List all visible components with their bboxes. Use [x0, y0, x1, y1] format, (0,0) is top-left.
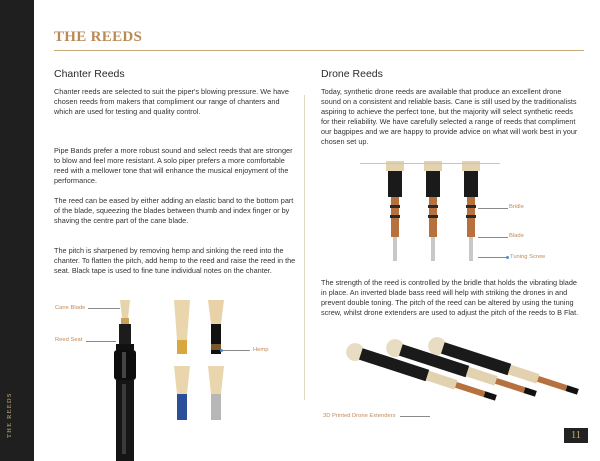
callout-bridle: Bridle: [509, 204, 524, 210]
spine-label: THE REEDS: [6, 392, 13, 438]
callout-drone-extenders: 3D Printed Drone Extenders: [323, 413, 396, 419]
drone-reeds-illustration: [378, 157, 488, 265]
title-rule: [54, 50, 584, 51]
callout-blade: Blade: [509, 233, 524, 239]
drone-paragraph-2: The strength of the reed is controlled by the bridle that holds the vibrating blade in place. An inverted blade bass reed will help with striking the drones in and prevent double toning. The pitch of the reed can be altered by using the tuning screw, whilst drone extenders are used to adjust the pitch of the reeds to B Flat.: [321, 278, 579, 317]
callout-reed-seat: Reed Seat: [55, 337, 83, 343]
chanter-paragraph-3: The reed can be eased by either adding an elastic band to the bottom part of the blade, squeezing the blades between thumb and index finger or by shaving the centre part of the cane blade.: [54, 196, 294, 225]
callout-line-tuning-screw: [478, 257, 506, 258]
chanter-paragraph-2: Pipe Bands prefer a more robust sound and select reeds that are stronger to blow and feel more resistant. A solo piper prefers a more comfortable reed with a mellower tone that will enhance the musical enjoyment of the performance.: [54, 146, 293, 185]
callout-line-hemp: [222, 350, 250, 351]
page-spine: [0, 0, 34, 461]
callout-line-blade: [478, 237, 508, 238]
callout-tuning-screw: Tuning Screw: [510, 254, 546, 260]
callout-line-reed-seat: [86, 341, 116, 342]
drone-shelf-line: [360, 163, 500, 164]
chanter-paragraph-1: Chanter reeds are selected to suit the piper's blowing pressure. We have chosen reeds from makers that compliment our range of chanters and which are used for testing and quality control.: [54, 87, 289, 116]
callout-line-bridle: [478, 208, 508, 209]
drone-heading: Drone Reeds: [321, 68, 383, 80]
chanter-reed-illustration: [90, 300, 160, 461]
callout-line-cane-blade: [88, 308, 120, 309]
chanter-heading: Chanter Reeds: [54, 68, 125, 80]
marker-dot-hemp: [220, 349, 223, 352]
callout-line-drone-extenders: [400, 416, 430, 417]
chanter-paragraph-4: The pitch is sharpened by removing hemp and sinking the reed into the chanter. To flatten the pitch, add hemp to the reed and raise the reed in the seat. Black tape is used to fine tune individual notes on the chanter.: [54, 246, 296, 275]
marker-dot-tuning-screw: [506, 256, 509, 259]
page-number: 11: [564, 428, 588, 443]
reeds-row-bottom: [166, 366, 232, 422]
column-divider: [304, 95, 305, 400]
drone-paragraph-1: Today, synthetic drone reeds are available that produce an excellent drone sound on a consistent and reliable basis. Cane is still used by the traditionalists aspiring to achieve the perfect tone, but the majority will select synthetic reeds for their reliability. We have carefully selected a range of reeds that compliment our bagpipes and we are happy to provide advice on what will work best in your chosen set up.: [321, 87, 578, 146]
callout-hemp: Hemp: [253, 347, 269, 353]
drone-extenders-illustration: [340, 336, 570, 436]
callout-cane-blade: Cane Blade: [55, 305, 86, 311]
reeds-row-top: [166, 300, 232, 356]
page-title: THE REEDS: [54, 29, 143, 45]
